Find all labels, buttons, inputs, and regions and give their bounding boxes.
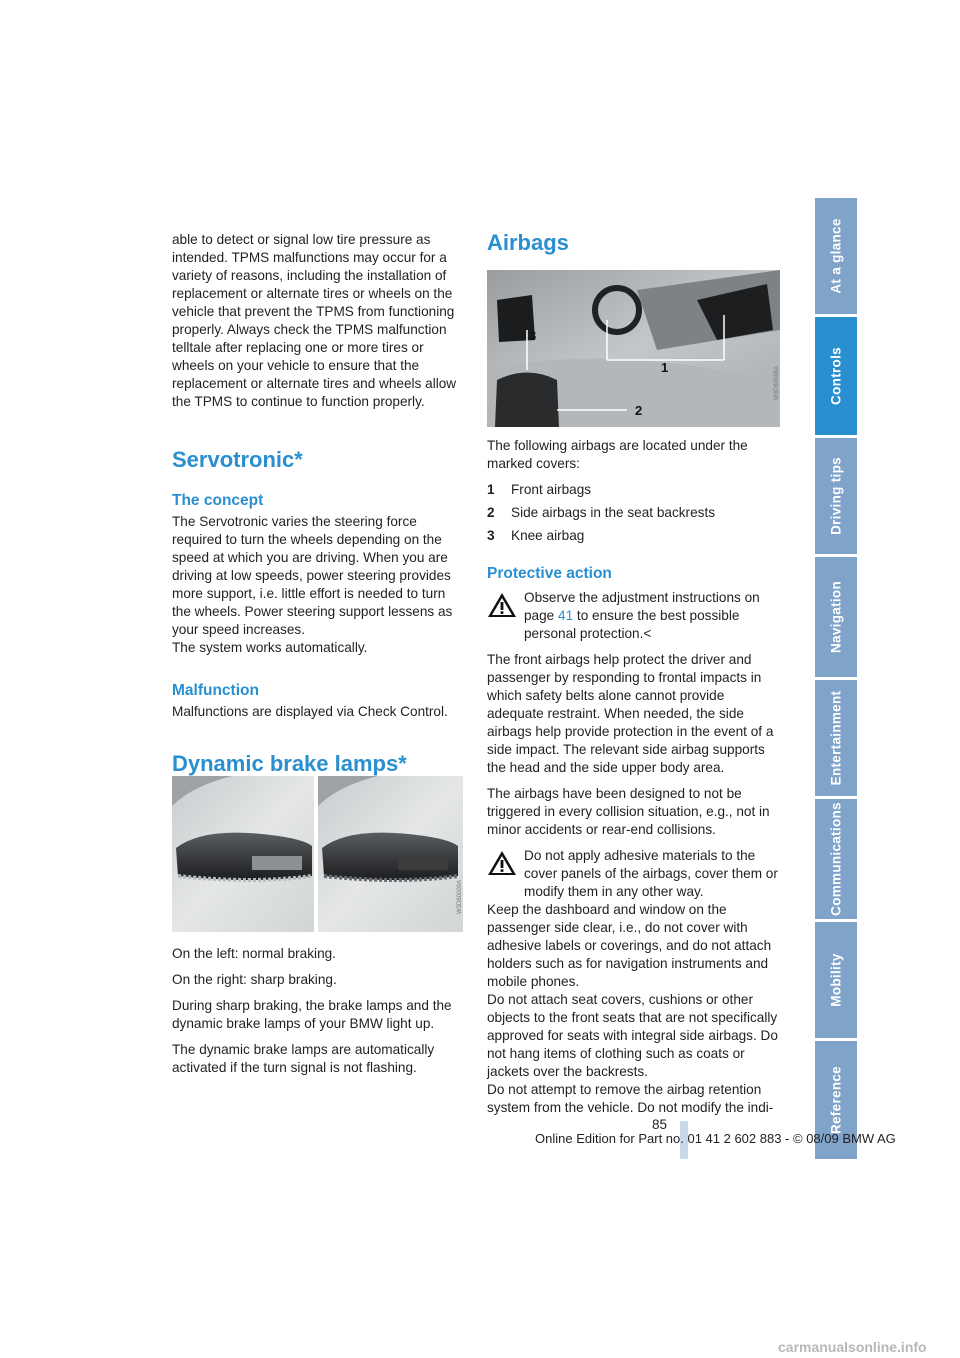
tab-at-a-glance[interactable]: At a glance — [815, 198, 857, 314]
concept-heading: The concept — [172, 492, 264, 509]
callout-3: 3 — [529, 328, 537, 343]
page-41-link[interactable]: 41 — [558, 608, 574, 623]
list-text: Knee airbag — [511, 528, 585, 543]
warning1-text-start: Observe the adjustment instructions on page — [524, 590, 760, 623]
malfunction-paragraph: Malfunctions are displayed via Check Control. — [172, 704, 448, 719]
warning2-text: Do not apply adhesive materials to the cover panels of the airbags, cover them or modify them in any other way. — [524, 848, 778, 899]
tab-navigation[interactable]: Navigation — [815, 557, 857, 677]
brake-image-code: W3D60009A — [456, 879, 463, 915]
page-number: 85 — [652, 1117, 668, 1132]
callout-2: 2 — [635, 403, 643, 418]
warning-triangle-icon — [487, 592, 517, 618]
list-number: 2 — [487, 505, 495, 520]
list-text: Side airbags in the seat backrests — [511, 505, 716, 520]
brake-caption-right: On the right: sharp braking. — [172, 972, 337, 987]
airbags-heading: Airbags — [487, 230, 569, 255]
brake-paragraph-1: During sharp braking, the brake lamps and the dynamic brake lamps of your BMW light up. — [172, 998, 452, 1031]
warning2-dashboard: Keep the dashboard and window on the passenger side clear, i.e., do not cover with adhesive labels or coverings, and do not attach holders such as for navigation instruments and mobile phones. — [487, 902, 772, 989]
brake-lamps-image — [172, 776, 463, 932]
tab-communications[interactable]: Communications — [815, 799, 857, 919]
watermark: carmanualsonline.info — [778, 1339, 927, 1355]
right-column — [487, 437, 780, 1117]
dynamic-brake-heading: Dynamic brake lamps* — [172, 751, 407, 776]
airbag-image-code: W3D60036A — [773, 365, 780, 401]
protect-paragraph-2: The airbags have been designed to not be triggered in every collision situation, e.g., not in minor accidents or rear-end collisions. — [487, 786, 770, 837]
protect-paragraph-1: The front airbags help protect the driver and passenger by responding to frontal impacts in which safety belts alone cannot provide adequate restraint. When needed, the side airbags help provide protection in the event of a side impact. The relevant side airbag supports the head and the side upper body area. — [487, 652, 774, 775]
warning-adjustment — [487, 589, 780, 643]
edition-footer: Online Edition for Part no. 01 41 2 602 883 - © 08/09 BMW AG — [535, 1131, 896, 1146]
tab-entertainment[interactable]: Entertainment — [815, 680, 857, 796]
warning1-text-end: to ensure the best possible personal protection.< — [524, 608, 740, 641]
tab-mobility[interactable]: Mobility — [815, 922, 857, 1038]
warning2-retention: Do not attempt to remove the airbag retention system from the vehicle. Do not modify the indi- — [487, 1082, 774, 1115]
brake-caption-left: On the left: normal braking. — [172, 946, 336, 961]
airbags-intro: The following airbags are located under the marked covers: — [487, 438, 748, 471]
warning2-seat-covers: Do not attach seat covers, cushions or other objects to the front seats that are not specifically approved for seats with integral side airbags. Do not hang items of clothing such as coats or jackets over the backrests. — [487, 992, 778, 1079]
warning-adhesive — [487, 847, 780, 901]
protective-action-heading: Protective action — [487, 565, 612, 582]
list-item — [487, 504, 780, 522]
left-column — [172, 231, 464, 777]
brake-text — [172, 945, 464, 1085]
list-item — [487, 481, 780, 499]
brake-paragraph-2: The dynamic brake lamps are automatically activated if the turn signal is not flashing. — [172, 1042, 435, 1075]
tab-driving-tips[interactable]: Driving tips — [815, 438, 857, 554]
list-number: 1 — [487, 482, 495, 497]
callout-1: 1 — [661, 360, 669, 375]
concept-auto-text: The system works automatically. — [172, 640, 368, 655]
tab-controls[interactable]: Controls — [815, 317, 857, 435]
list-number: 3 — [487, 528, 495, 543]
tpms-paragraph: able to detect or signal low tire pressure as intended. TPMS malfunctions may occur for a variety of reasons, including the installation of replacement or alternate tires or wheels on the vehicle that prevent the TPMS from functioning properly. Always check the TPMS malfunction telltale after replacing one or more tires or wheels on your vehicle to ensure that the replacement or alternate tires and wheels allow the TPMS to continue to function properly. — [172, 232, 457, 409]
warning-triangle-icon — [487, 850, 517, 876]
malfunction-heading: Malfunction — [172, 682, 259, 699]
servotronic-heading: Servotronic* — [172, 447, 303, 472]
list-text: Front airbags — [511, 482, 592, 497]
list-item — [487, 527, 780, 545]
concept-paragraph: The Servotronic varies the steering force required to turn the wheels depending on the speed at which you are driving. When you are driving at low speeds, power steering provides more support, i.e. little effort is needed to turn the wheels. Power steering support lessens as your speed increases. — [172, 514, 453, 637]
airbags-image — [487, 270, 780, 427]
tab-reference[interactable]: Reference — [815, 1041, 857, 1159]
